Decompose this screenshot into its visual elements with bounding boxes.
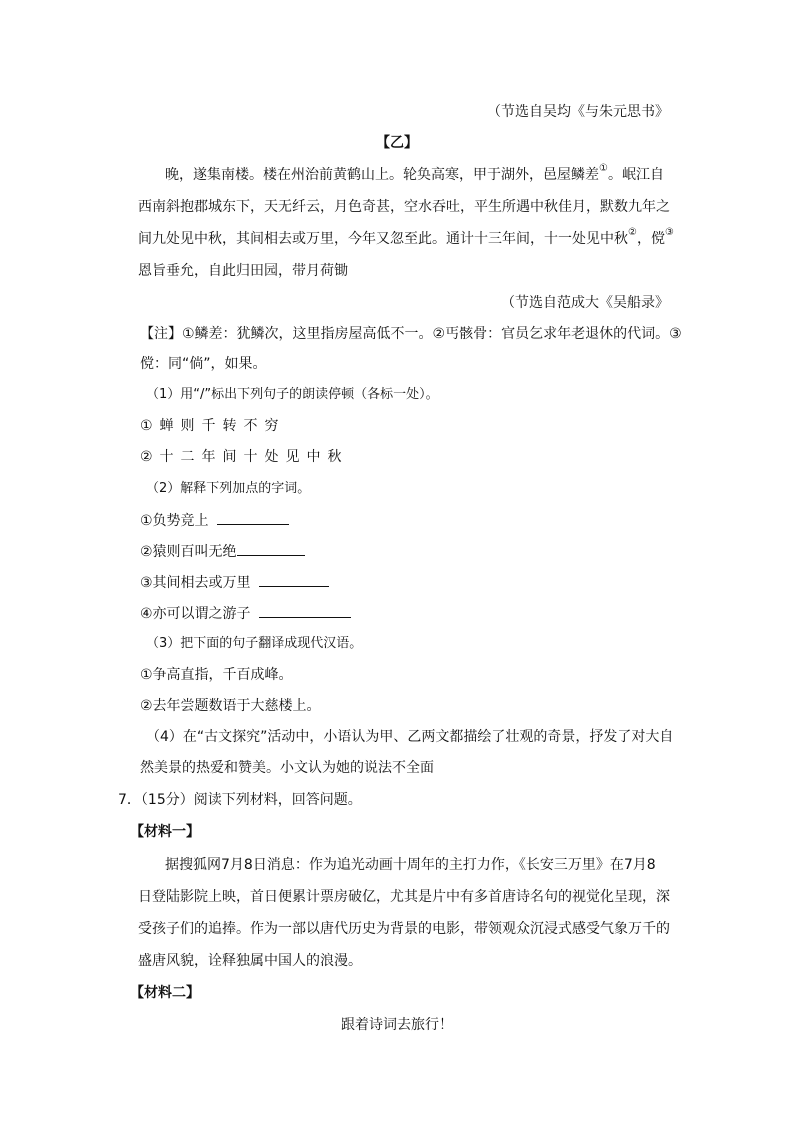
footnote-marker-2: ② [628,227,637,239]
material2-label: 【材料二】 [130,985,200,1001]
q2-item-3: ③其间相去或万里 [140,572,329,593]
q1-prompt: （1）用“/”标出下列句子的朗读停顿（各标一处）。 [146,387,439,402]
footnote-marker-1: ① [599,163,608,175]
passage-b-line-2: 西南斜抱郡城东下，天无纤云，月色奇甚，空水吞吐，平生所遇中秋佳月，默数九年之 [138,199,670,215]
q4-line-2: 然美景的热爱和赞美。小文认为她的说法不全面 [140,760,434,776]
material1-line-3: 受孩子们的追捧。作为一部以唐代历史为背景的电影，带领观众沉浸式感受气象万千的 [138,921,670,937]
q2-item-2: ②猿则百叫无绝 [140,541,305,562]
q1-item-1: ①蝉则千转不穷 [140,418,286,434]
q3-item-1: ①争高直指，千百成峰。 [140,667,293,683]
answer-blank[interactable] [217,510,289,525]
answer-blank[interactable] [259,603,351,618]
q1-item-2: ②十二年间十处见中秋 [140,449,349,465]
passage-b-line-3: 间九处见中秋，其间相去或万里，今年又忽至此。通计十三年间，十一处见中秋②，傥③ [138,227,674,247]
material1-line-4: 盛唐风貌，诠释独属中国人的浪漫。 [138,953,362,969]
material1-label: 【材料一】 [130,824,200,840]
passage-b-source: （节选自范成大《吴船录》 [501,295,669,311]
q2-item-4: ④亦可以谓之游子 [140,603,351,624]
passage-b-line-4: 恩旨垂允，自此归田园，带月荷锄 [138,263,348,279]
answer-blank[interactable] [237,541,305,556]
passage-b-heading: 【乙】 [376,135,418,151]
q3-item-2: ②去年尝题数语于大慈楼上。 [140,698,321,714]
material2-title: 跟着诗词去旅行！ [341,1017,453,1033]
answer-blank[interactable] [259,572,329,587]
q4-line-1: （4）在“古文探究”活动中，小语认为甲、乙两文都描绘了壮观的奇景，抒发了对大自 [146,729,674,745]
material1-line-1: 据搜狐网7月8日消息：作为追光动画十周年的主打力作，《长安三万里》在7月8 [165,857,656,873]
q2-prompt: （2）解释下列加点的字词。 [146,481,311,496]
material1-line-2: 日登陆影院上映，首日便累计票房破亿，尤其是片中有多首唐诗名句的视觉化呈现，深 [138,889,670,905]
notes-line-2: 傥：同“倘”，如果。 [140,356,267,372]
q3-prompt: （3）把下面的句子翻译成现代汉语。 [146,636,363,651]
q7-title: 7．（15分）阅读下列材料，回答问题。 [118,792,362,808]
passage-b-line-1: 晚，遂集南楼。楼在州治前黄鹤山上。轮奂高寒，甲于湖外，邑屋鳞差①。岷江自 [165,163,664,183]
footnote-marker-3: ③ [664,227,674,239]
q2-item-1: ①负势竞上 [140,510,289,531]
notes-line-1: 【注】①鳞差：犹鳞次，这里指房屋高低不一。②丐骸骨：官员乞求年老退休的代词。③ [140,326,682,342]
passage-a-source: （节选自吴均《与朱元思书》 [487,104,669,120]
